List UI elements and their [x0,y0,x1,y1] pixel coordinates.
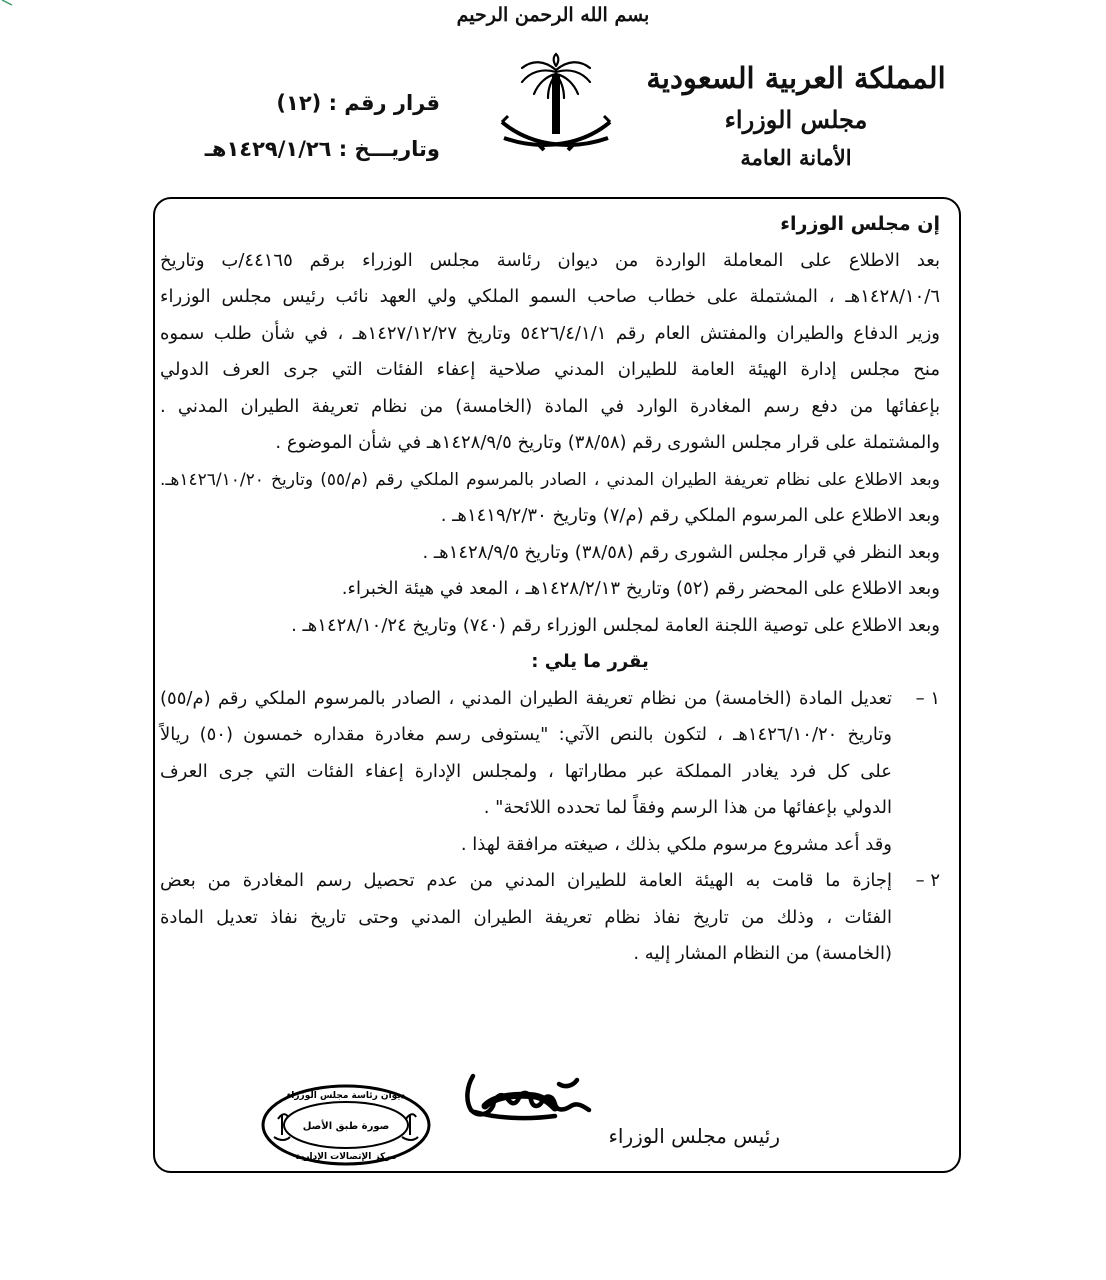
seal-bottom-text: مركز الإتصالات الإدارية [295,1152,397,1162]
letterhead-issuer [646,56,946,176]
decision-date: وتاريـــخ : ١٤٢٩/١/٢٦هـ [204,137,440,161]
preamble-line: منح مجلس إدارة الهيئة العامة للطيران المدني صلاحية إعفاء الفئات التي جرى العرف الدولي [160,359,940,380]
item-line: على كل فرد يغادر المملكة عبر مطاراتها ، ولمجلس الإدارة إعفاء الفئات التي جرى العرف [160,760,892,782]
signatory-title: رئيس مجلس الوزراء [608,1124,780,1148]
item-number: ٢ – [915,870,940,891]
decision-number: قرار رقم : (١٢) [276,91,440,115]
preamble-line: والمشتملة على قرار مجلس الشورى رقم (٣٨/٥٨) وتاريخ ١٤٢٨/٩/٥هـ في شأن الموضوع . [275,432,940,453]
preamble-line: وبعد الاطلاع على توصية اللجنة العامة لمجلس الوزراء رقم (٧٤٠) وتاريخ ١٤٢٨/١٠/٢٤هـ . [291,614,940,636]
item-line: إجازة ما قامت به الهيئة العامة للطيران المدني من عدم تحصيل رسم المغادرة من بعض [160,870,892,891]
kingdom-name: المملكة العربية السعودية [646,61,946,95]
item-line: وقد أعد مشروع مرسوم ملكي بذلك ، صيغته مرافقة لهذا . [460,833,892,855]
basmala: بسم الله الرحمن الرحيم [456,4,650,26]
preamble-line: وزير الدفاع والطيران والمفتش العام رقم ٥٤٢٦/٤/١/١ وتاريخ ١٤٢٧/١٢/٢٧هـ ، في شأن طلب سموه [160,322,940,344]
preamble-line: ١٤٢٨/١٠/٦هـ ، المشتملة على خطاب صاحب السمو الملكي ولي العهد نائب رئيس مجلس الوزراء [160,286,940,307]
decides-heading: يقرر ما يلي : [531,651,649,672]
decision-item-1 [160,681,940,864]
preamble-line: وبعد الاطلاع على المحضر رقم (٥٢) وتاريخ ١٤٢٨/٢/١٣هـ ، المعد في هيئة الخبراء. [341,578,940,599]
secretariat-name: الأمانة العامة [740,145,852,170]
seal-middle-text: صورة طبق الأصل [302,1121,390,1132]
preamble-line: وبعد النظر في قرار مجلس الشورى رقم (٣٨/٥٨) وتاريخ ١٤٢٨/٩/٥هـ . [422,541,940,563]
decision-body [160,206,940,973]
decision-item-2 [160,863,940,973]
handwritten-signature [455,1066,605,1136]
preamble-line: وبعد الاطلاع على المرسوم الملكي رقم (م/٧) وتاريخ ١٤١٩/٢/٣٠هـ . [440,505,940,526]
council-heading: إن مجلس الوزراء [780,213,940,235]
item-line: وتاريخ ١٤٢٦/١٠/٢٠هـ ، لتكون بالنص الآتي: "يستوفى رسم مغادرة مقداره خمسون (٥٠) ريالاً [160,724,892,745]
decision-block [170,80,440,172]
preamble-line: بإعفائها من دفع رسم المغادرة الوارد في المادة (الخامسة) من نظام تعريفة الطيران المدني . [160,395,940,417]
item-line: تعديل المادة (الخامسة) من نظام تعريفة الطيران المدني ، الصادر بالمرسوم الملكي رقم (م/٥٥) [160,687,892,709]
item-line: الفئات ، وذلك من تاريخ نفاذ نظام تعريفة الطيران المدني وحتى تاريخ نفاذ تعديل المادة [160,906,892,928]
palm-swords-emblem-icon [498,52,614,178]
preamble-line: وبعد الاطلاع على نظام تعريفة الطيران المدني ، الصادر بالمرسوم الملكي رقم (م/٥٥) وتاريخ ١٤٢٦/١٠/٢٠هـ. [160,469,940,490]
preamble-line: بعد الاطلاع على المعاملة الواردة من ديوان رئاسة مجلس الوزراء برقم ٤٤١٦٥/ب وتاريخ [160,249,940,271]
official-seal-stamp [260,1083,432,1167]
item-number: ١ – [915,687,940,709]
scan-corner-mark [0,0,14,6]
item-line: الدولي بإعفائها من هذا الرسم وفقاً لما تحدده اللائحة" . [483,797,892,818]
seal-top-text: ديوان رئاسة مجلس الوزراء [286,1091,406,1101]
council-name: مجلس الوزراء [724,105,868,134]
item-line: (الخامسة) من النظام المشار إليه . [633,943,892,964]
